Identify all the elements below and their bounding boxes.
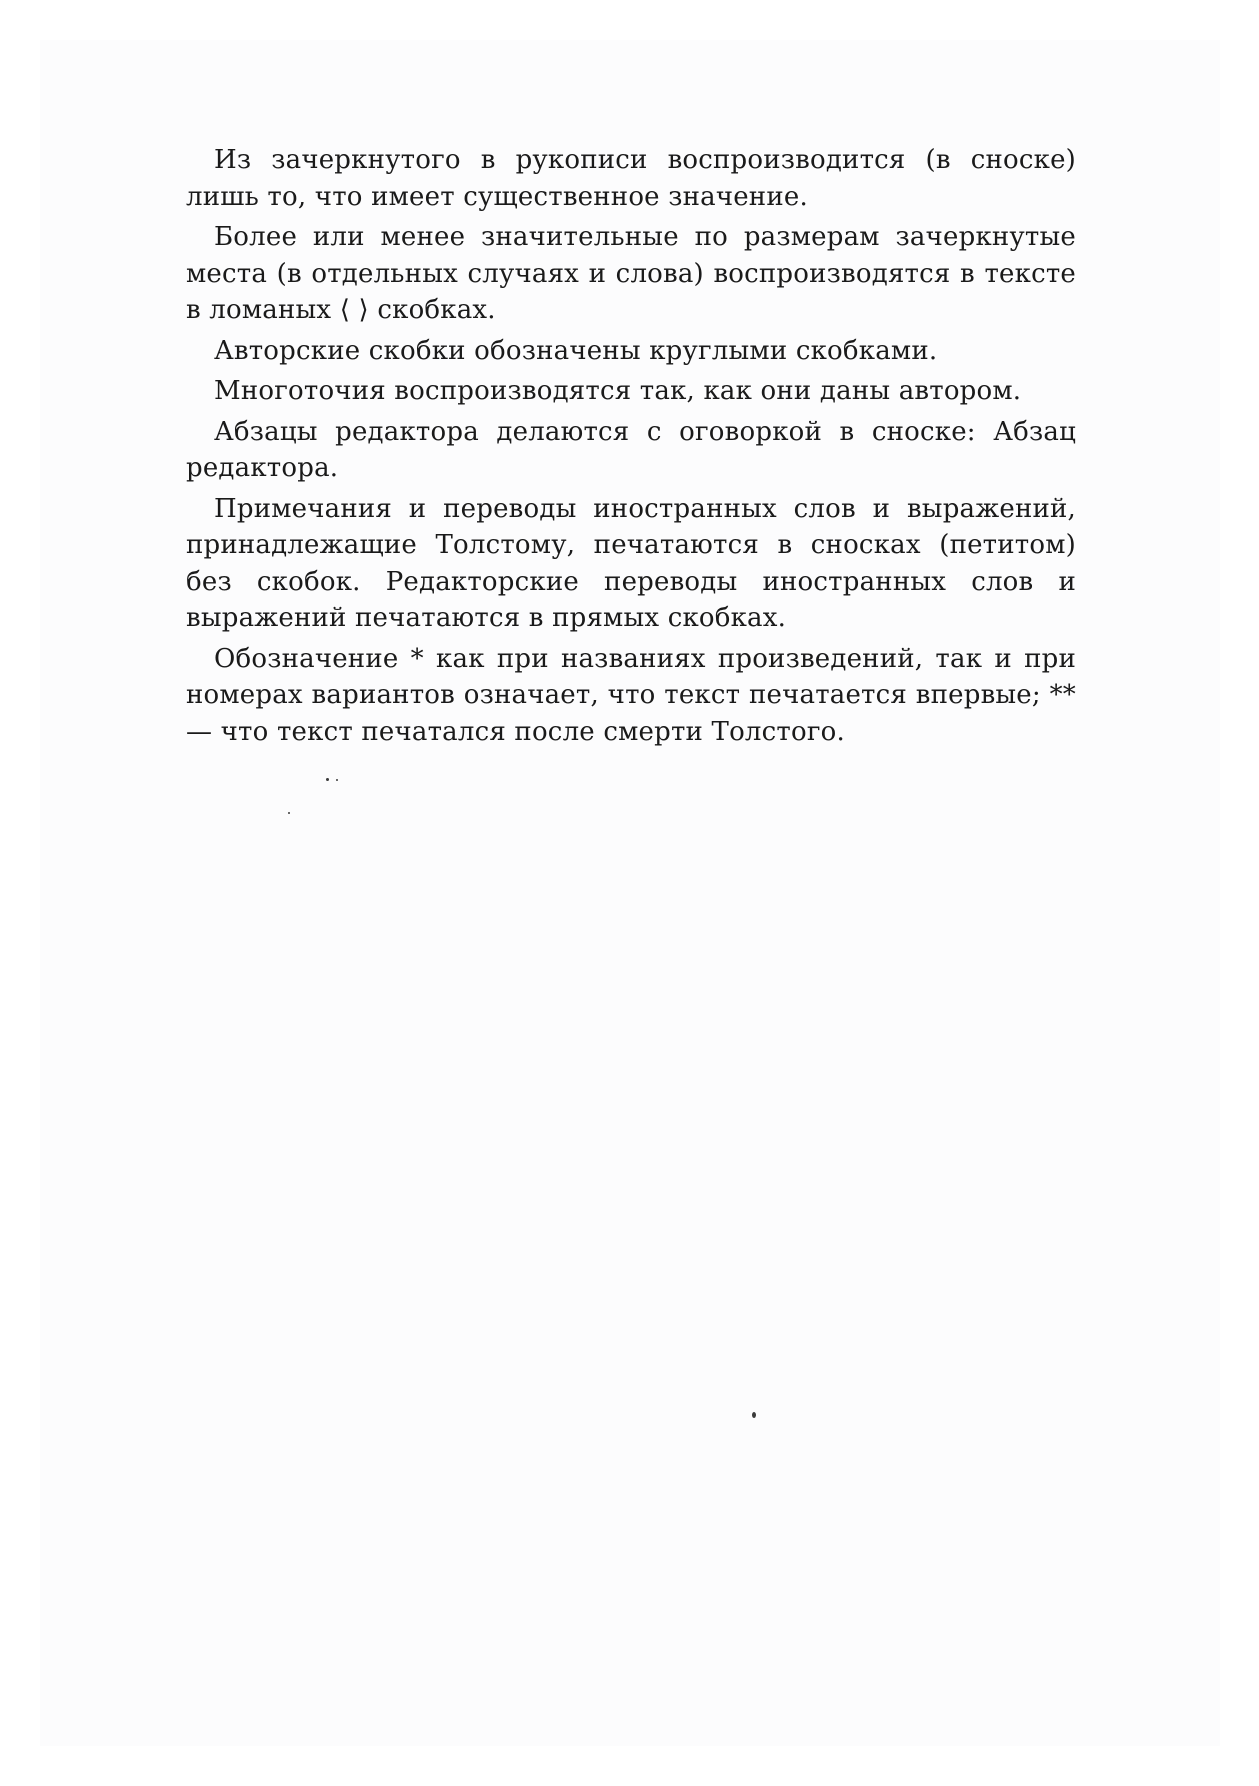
paragraph-editor-paragraphs-note: Абзацы редактора делаются с оговоркой в сноске: Абзац редактора. [186, 416, 1076, 483]
paragraph-ellipsis-note: Многоточия воспроизводятся так, как они даны автором. [214, 376, 1022, 406]
scan-speck [336, 779, 338, 781]
paragraph-asterisk-note: Обозначение * как при названиях произведений, так и при номерах вариантов означает, что текст печатается впервые; ** — что текст печатался после смерти Толстого. [186, 643, 1076, 747]
paragraph-angle-brackets-note: Более или менее значительные по размерам зачеркнутые места (в отдельных случаях и слова) воспроизводятся в тексте в ломаных ⟨ ⟩ скобках. [186, 222, 1076, 325]
scan-speck [752, 1412, 756, 1418]
scan-speck [288, 812, 290, 814]
editorial-notes-text [186, 142, 1076, 754]
paragraph-translations-note: Примечания и переводы иностранных слов и выражений, принадлежащие Толстому, печатаются в сносках (петитом) без скобок. Редакторские переводы иностранных слов и выражений печатаются в прямых скобках. [186, 493, 1076, 633]
paragraph-strikethrough-note: Из зачеркнутого в рукописи воспроизводится (в сноске) лишь то, что имеет существенное значение. [186, 145, 1076, 212]
scan-speck [326, 778, 329, 781]
paragraph-author-brackets-note: Авторские скобки обозначены круглыми скобками. [214, 335, 938, 366]
